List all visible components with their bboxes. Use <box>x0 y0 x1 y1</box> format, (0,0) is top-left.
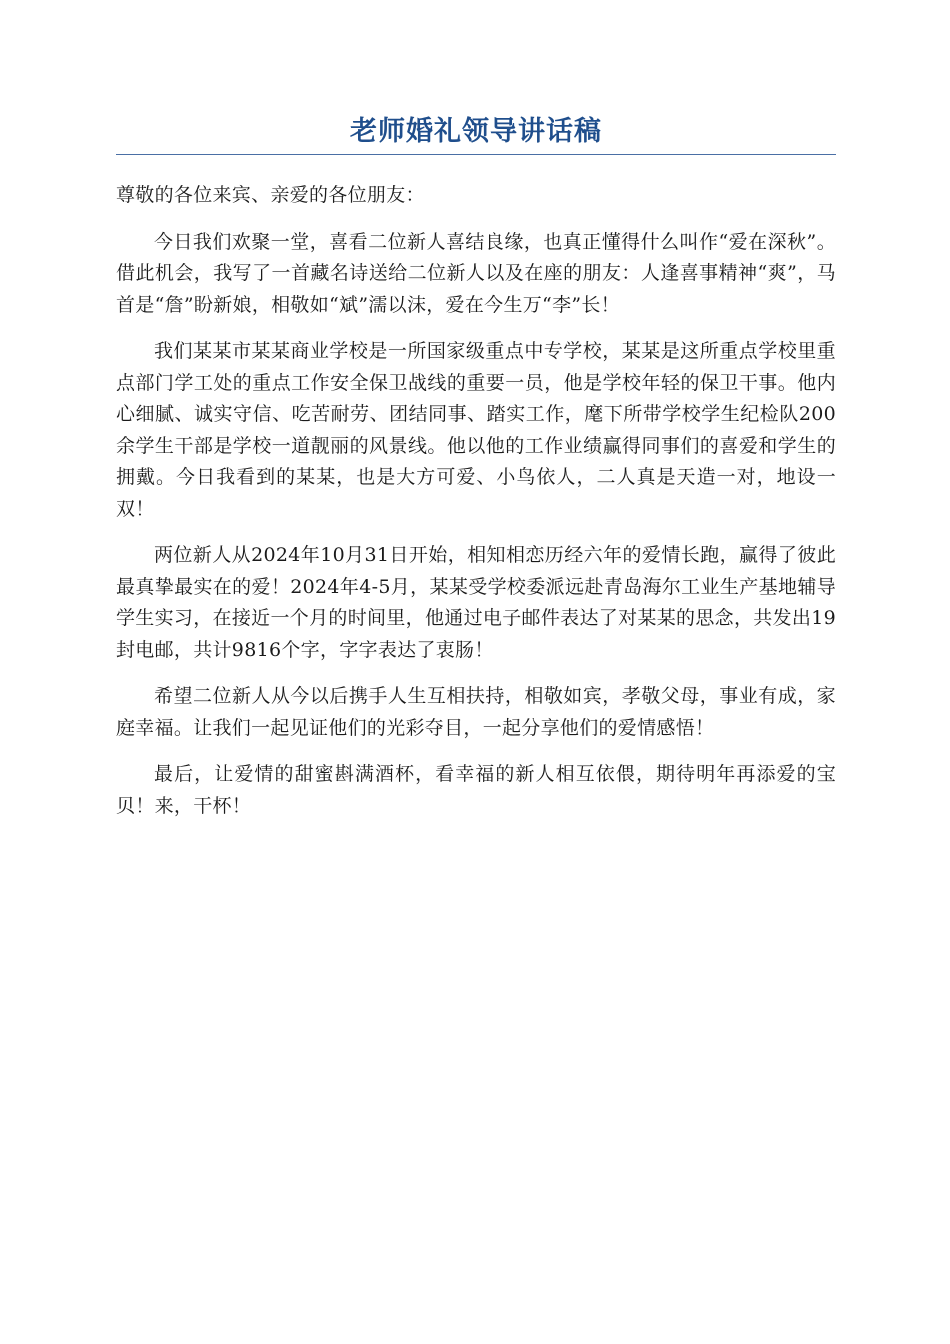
document-page <box>116 112 836 822</box>
paragraph-1: 今日我们欢聚一堂，喜看二位新人喜结良缘，也真正懂得什么叫作“爱在深秋”。借此机会，我写了一首藏名诗送给二位新人以及在座的朋友：人逢喜事精神“爽”，马首是“詹”盼新娘，相敬如“斌”濡以沫，爱在今生万“李”长！ <box>116 230 836 316</box>
title-underline <box>116 154 836 155</box>
page-title: 老师婚礼领导讲话稿 <box>350 116 602 147</box>
paragraph-3: 两位新人从2024年10月31日开始，相知相恋历经六年的爱情长跑，赢得了彼此最真挚最实在的爱！2024年4-5月，某某受学校委派远赴青岛海尔工业生产基地辅导学生实习，在接近一个月的时间里，他通过电子邮件表达了对某某的思念，共发出19封电邮，共计9816个字，字字表达了衷肠！ <box>116 544 836 661</box>
paragraph-2: 我们某某市某某商业学校是一所国家级重点中专学校，某某是这所重点学校里重点部门学工处的重点工作安全保卫战线的重要一员，他是学校年轻的保卫干事。他内心细腻、诚实守信、吃苦耐劳、团结同事、踏实工作，麾下所带学校学生纪检队200余学生干部是学校一道靓丽的风景线。他以他的工作业绩赢得同事们的喜爱和学生的拥戴。今日我看到的某某，也是大方可爱、小鸟依人，二人真是天造一对，地设一双！ <box>116 340 836 520</box>
paragraph-4: 希望二位新人从今以后携手人生互相扶持，相敬如宾，孝敬父母，事业有成，家庭幸福。让我们一起见证他们的光彩夺目，一起分享他们的爱情感悟！ <box>116 685 836 739</box>
paragraph-5: 最后，让爱情的甜蜜斟满酒杯，看幸福的新人相互依偎，期待明年再添爱的宝贝！来，干杯！ <box>116 763 836 817</box>
salutation: 尊敬的各位来宾、亲爱的各位朋友： <box>116 184 425 206</box>
